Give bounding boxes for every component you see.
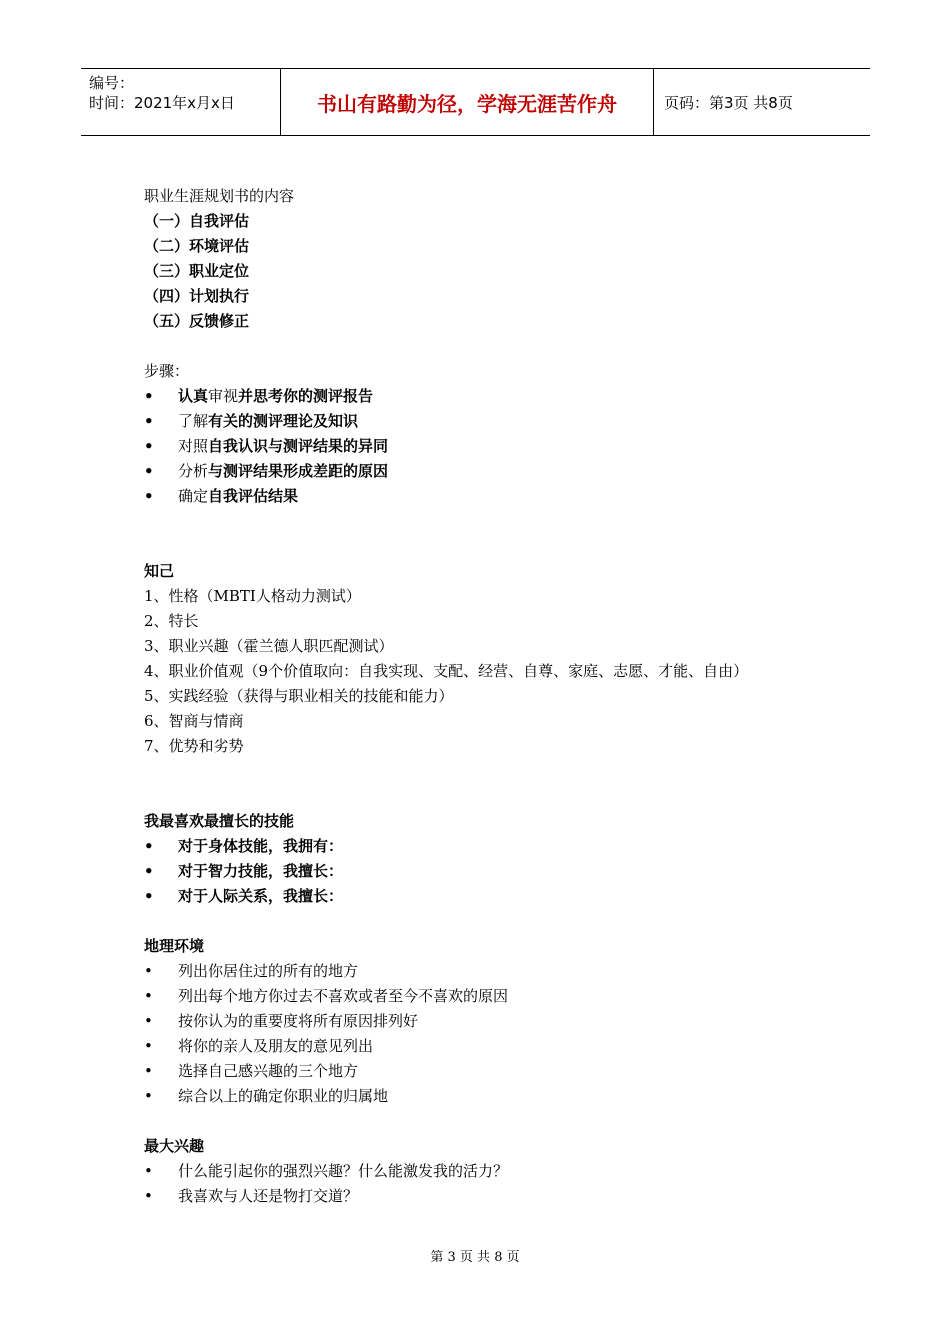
list-item: • 列出每个地方你过去不喜欢或者至今不喜欢的原因	[144, 984, 824, 1009]
list-item: 7、优势和劣势	[144, 737, 244, 755]
page-footer: 第 3 页 共 8 页	[430, 1250, 520, 1265]
list-item: 6、智商与情商	[144, 712, 244, 730]
bullet-icon: •	[144, 487, 154, 505]
bullet-icon: •	[144, 462, 154, 480]
list-item: • 什么能引起你的强烈兴趣？什么能激发我的活力？	[144, 1159, 824, 1184]
contents-item: （四）计划执行	[144, 287, 250, 305]
know-self-title: 知己	[144, 562, 175, 580]
list-item: • 按你认为的重要度将所有原因排列好	[144, 1009, 824, 1034]
bullet-icon: •	[144, 962, 153, 980]
bullet-icon: •	[144, 837, 154, 855]
time-label: 时间：2021年x月x日	[89, 94, 235, 112]
bullet-icon: •	[144, 1187, 153, 1205]
list-item: 3、职业兴趣（霍兰德人职匹配测试）	[144, 637, 394, 655]
bullet-icon: •	[144, 1012, 153, 1030]
list-item: 4、职业价值观（9个价值取向：自我实现、支配、经营、自尊、家庭、志愿、才能、自由）	[144, 662, 749, 680]
list-item: 2、特长	[144, 612, 199, 630]
bullet-icon: •	[144, 412, 154, 430]
steps-title: 步骤：	[144, 362, 190, 380]
document-body	[144, 184, 824, 1209]
header-info	[81, 69, 281, 135]
list-item: • 对于人际关系，我擅长：	[144, 884, 824, 909]
list-item: • 了解有关的测评理论及知识	[144, 409, 824, 434]
list-item: • 对照自我认识与测评结果的异同	[144, 434, 824, 459]
contents-item: （五）反馈修正	[144, 312, 250, 330]
number-label: 编号：	[89, 74, 135, 92]
bullet-icon: •	[144, 1087, 153, 1105]
header-motto: 书山有路勤为径，学海无涯苦作舟	[281, 69, 654, 135]
list-item: 5、实践经验（获得与职业相关的技能和能力）	[144, 687, 454, 705]
list-item: • 我喜欢与人还是物打交道？	[144, 1184, 824, 1209]
contents-item: （二）环境评估	[144, 237, 250, 255]
list-item: • 分析与测评结果形成差距的原因	[144, 459, 824, 484]
bullet-icon: •	[144, 1037, 153, 1055]
list-item: • 选择自己感兴趣的三个地方	[144, 1059, 824, 1084]
interest-title: 最大兴趣	[144, 1137, 205, 1155]
skills-title: 我最喜欢最擅长的技能	[144, 812, 295, 830]
list-item: • 对于身体技能，我拥有：	[144, 834, 824, 859]
list-item: 1、性格（MBTI人格动力测试）	[144, 587, 361, 605]
bullet-icon: •	[144, 887, 154, 905]
list-item: • 确定自我评估结果	[144, 484, 824, 509]
bullet-icon: •	[144, 437, 154, 455]
list-item: • 将你的亲人及朋友的意见列出	[144, 1034, 824, 1059]
bullet-icon: •	[144, 987, 153, 1005]
geo-title: 地理环境	[144, 937, 205, 955]
bullet-icon: •	[144, 1062, 153, 1080]
contents-title: 职业生涯规划书的内容	[144, 187, 295, 205]
contents-item: （一）自我评估	[144, 212, 250, 230]
bullet-icon: •	[144, 862, 154, 880]
contents-item: （三）职业定位	[144, 262, 250, 280]
bullet-icon: •	[144, 1162, 153, 1180]
list-item: • 列出你居住过的所有的地方	[144, 959, 824, 984]
list-item: • 综合以上的确定你职业的归属地	[144, 1084, 824, 1109]
list-item: • 对于智力技能，我擅长：	[144, 859, 824, 884]
bullet-icon: •	[144, 387, 154, 405]
header-page-label: 页码：第3页 共8页	[664, 93, 793, 112]
list-item: • 认真审视并思考你的测评报告	[144, 384, 824, 409]
page-header	[81, 68, 870, 136]
